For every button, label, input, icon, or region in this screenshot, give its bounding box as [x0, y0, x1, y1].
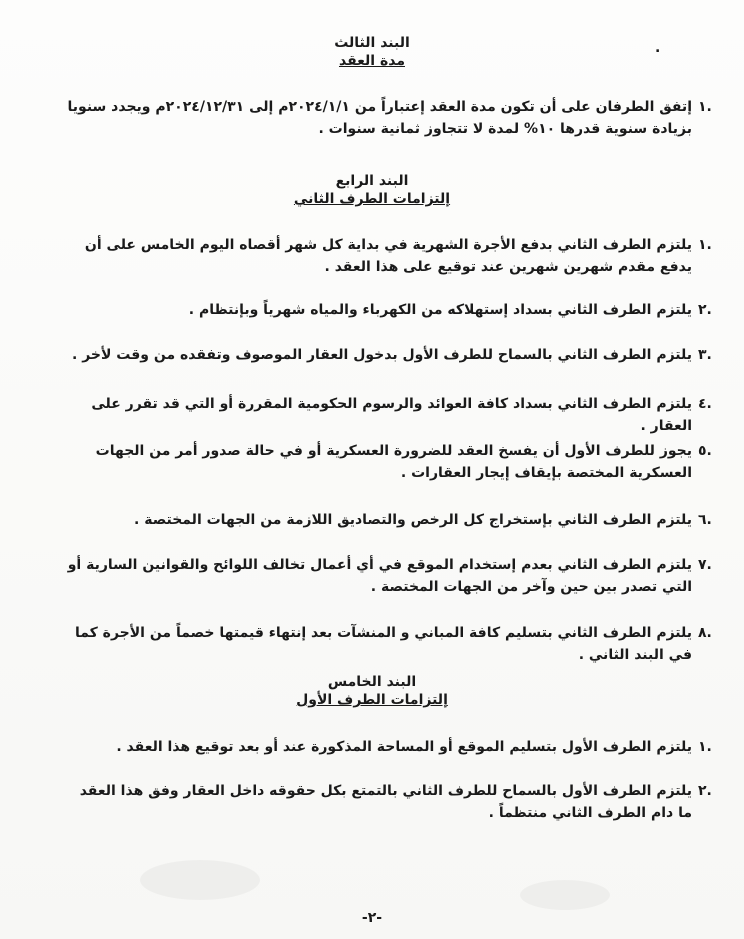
section-title: البند الثالث — [334, 35, 410, 51]
stray-mark: . — [655, 40, 661, 56]
clause-number: ٧. — [698, 557, 712, 573]
clause-number: ٥. — [698, 443, 712, 459]
section-heading-5 — [0, 673, 744, 709]
clause-text: يجوز للطرف الأول أن يفسخ العقد للضرورة العسكرية أو في حالة صدور أمر من الجهات العسكرية المختصة بإيقاف إيجار العقارات . — [95, 443, 692, 481]
section-heading-3 — [0, 34, 744, 70]
clause-item — [64, 509, 712, 531]
clause-text: يلتزم الطرف الثاني بسداد كافة العوائد والرسوم الحكومية المقررة أو التي قد تقرر على العقار . — [91, 396, 692, 434]
clause-item — [64, 736, 712, 758]
clause-item — [64, 622, 712, 666]
clause-item — [64, 299, 712, 321]
scan-smudge — [140, 860, 260, 900]
clause-item — [64, 554, 712, 598]
clause-number: ٣. — [698, 347, 712, 363]
clause-text: يلتزم الطرف الثاني بالسماح للطرف الأول بدخول العقار الموصوف وتفقده من وقت لأخر . — [72, 347, 692, 363]
section-subtitle: إلتزامات الطرف الأول — [296, 692, 448, 708]
clause-number: ٤. — [698, 396, 712, 412]
section-subtitle: إلتزامات الطرف الثاني — [293, 191, 451, 207]
clause-number: ٨. — [698, 625, 712, 641]
clause-item — [64, 440, 712, 484]
clause-number: ٢. — [698, 302, 712, 318]
clause-item — [64, 234, 712, 278]
clause-number: ١. — [698, 739, 712, 755]
clause-number: ٦. — [698, 512, 712, 528]
clause-text: يلتزم الطرف الأول بالسماح للطرف الثاني بالتمتع بكل حقوقه داخل العقار وفق هذا العقد ما دام الطرف الثاني منتظماً . — [79, 783, 692, 821]
clause-text: يلتزم الطرف الثاني بإستخراج كل الرخص والتصاديق اللازمة من الجهات المختصة . — [134, 512, 692, 528]
clause-item — [64, 96, 712, 140]
clause-number: ٢. — [698, 783, 712, 799]
section-title: البند الخامس — [327, 674, 417, 690]
clause-item — [64, 780, 712, 824]
clause-text: يلتزم الطرف الثاني بعدم إستخدام الموقع في أي أعمال تخالف اللوائح والقوانين السارية أو التي تصدر بين حين وآخر من الجهات المختصة . — [67, 557, 692, 595]
clause-text: يلتزم الطرف الثاني بسداد إستهلاكه من الكهرباء والمياه شهرياً وبإنتظام . — [188, 302, 692, 318]
clause-text: يلتزم الطرف الثاني بتسليم كافة المباني و المنشآت بعد إنتهاء قيمتها خصماً من الأجرة كما في البند الثاني . — [75, 625, 692, 663]
scan-smudge — [520, 880, 610, 910]
section-subtitle: مدة العقد — [338, 53, 405, 69]
clause-text: يلتزم الطرف الثاني بدفع الأجرة الشهرية في بداية كل شهر أقصاه اليوم الخامس على أن يدفع مقدم شهرين شهرين عند توقيع على هذا العقد . — [84, 237, 692, 275]
clause-number: ١. — [698, 237, 712, 253]
section-title: البند الرابع — [335, 173, 409, 189]
section-heading-4 — [0, 172, 744, 208]
clause-item — [64, 393, 712, 437]
clause-text: يلتزم الطرف الأول بتسليم الموقع أو المساحة المذكورة عند أو بعد توقيع هذا العقد . — [116, 739, 692, 755]
clause-number: ١. — [698, 99, 712, 115]
clause-item — [64, 344, 712, 366]
clause-text: إتفق الطرفان على أن تكون مدة العقد إعتباراً من ٢٠٢٤/١/١م إلى ٢٠٢٤/١٢/٣١م ويجدد سنويا بزيادة سنوية قدرها ١٠% لمدة لا تتجاوز ثمانية سنوات . — [67, 99, 692, 137]
page-number: -٢- — [361, 910, 383, 926]
